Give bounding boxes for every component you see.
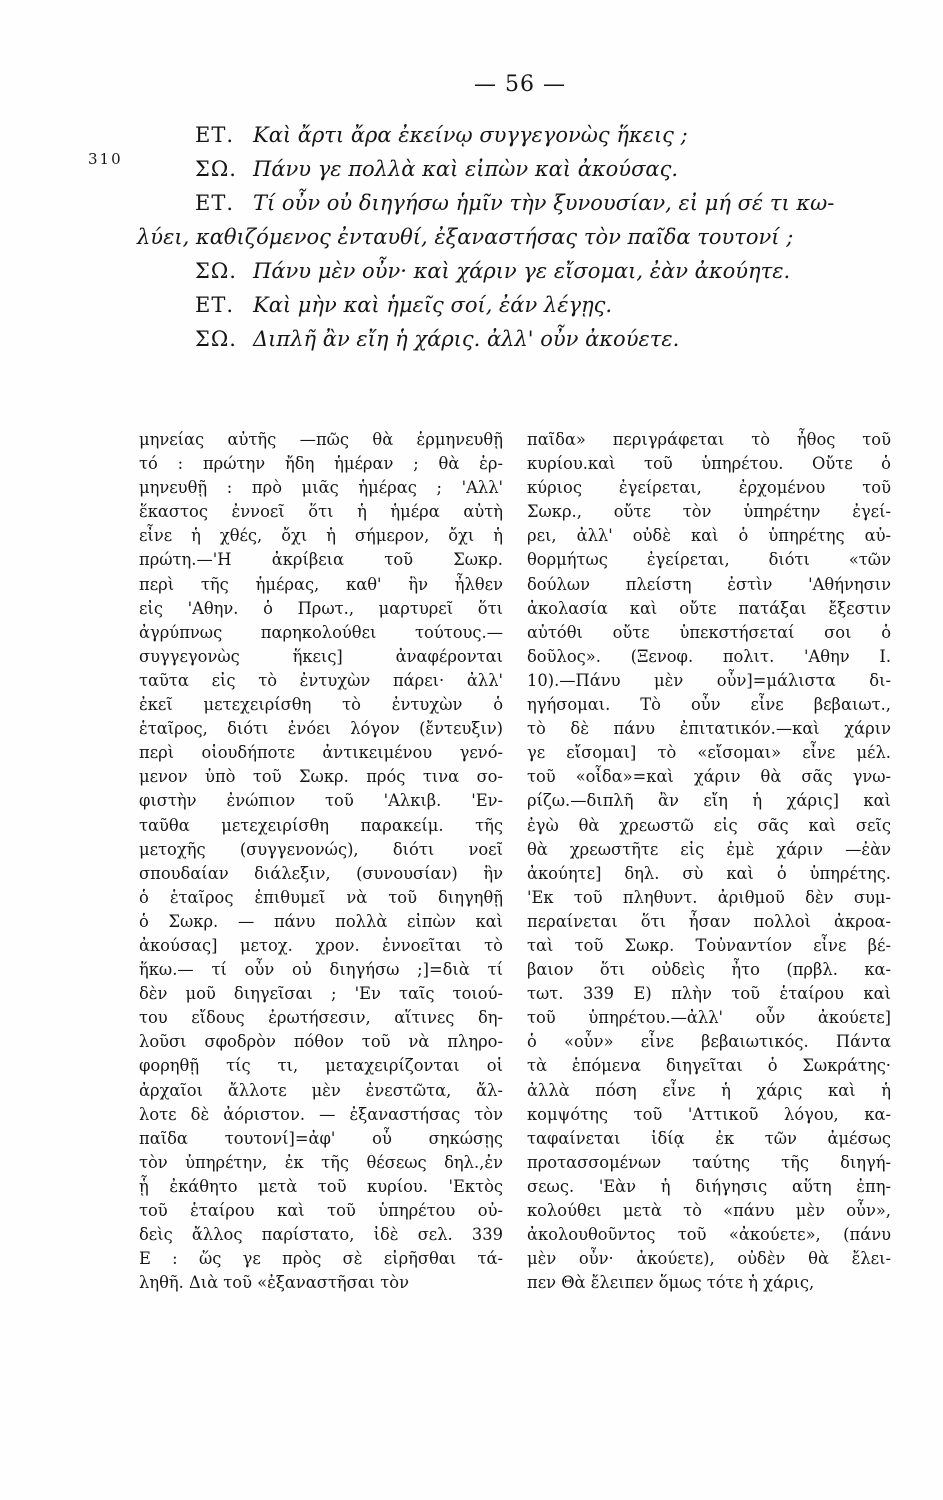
commentary-line: εἰς 'Αθην. ὁ Πρωτ., μαρτυρεῖ ὅτι [139,598,503,618]
commentary-line: προτασσομένων ταύτης τῆς διηγή- [527,1152,891,1172]
commentary-line: τό : πρώτην ἤδη ἡμέραν ; θὰ ἑρ- [139,454,503,474]
commentary-line: ὁ «οὖν» εἶνε βεβαιωτικός. Πάντα [527,1032,891,1052]
dialogue-text: Τί οὖν οὐ διηγήσω ἡμῖν τὴν ξυνουσίαν, εἰ μή σέ τι κω- [253,191,835,215]
speaker-label: ΣΩ. [195,327,237,351]
commentary-line: εἶνε ἡ χθές, ὄχι ἡ σήμερον, ὄχι ἡ [139,526,503,546]
commentary-line: ἐκεῖ μετεχειρίσθη τὸ ἐντυχὼν ὁ [139,695,503,715]
dialogue-line [195,322,885,356]
dialogue-line [195,152,885,186]
commentary-line: τωτ. 339 Ε) πλὴν τοῦ ἑταίρου καὶ [527,984,891,1004]
commentary-line: παῖδα τουτονί]=ἀφ' οὗ σηκώσῃς [139,1128,503,1148]
commentary-line: συγγεγονὼς ἥκεις] ἀναφέρονται [139,646,503,666]
commentary-line: ἑταῖρος, διότι ἐνόει λόγον (ἔντευξιν) [139,719,503,739]
speaker-label: ΣΩ. [195,259,237,283]
commentary-line: πεν Θὰ ἔλειπεν ὅμως τότε ἡ χάρις, [527,1273,815,1293]
commentary-line: πρώτη.—'Η ἀκρίβεια τοῦ Σωκρ. [139,550,503,570]
commentary-line: μὲν οὖν· ἀκούετε), οὐδὲν θὰ ἔλει- [527,1249,891,1269]
commentary-line: Σωκρ., οὔτε τὸν ὑπηρέτην ἐγεί- [527,502,891,522]
commentary-line: παῖδα» περιγράφεται τὸ ἦθος τοῦ [527,430,891,449]
commentary-line: ἀρχαῖοι ἄλλοτε μὲν ἐνεστῶτα, ἄλ- [139,1080,503,1100]
commentary-line: βαιον ὅτι οὐδεὶς ἦτο (πρβλ. κα- [527,960,891,980]
commentary-line: δοῦλος». (Ξενοφ. πολιτ. 'Αθην Ι. [527,646,891,666]
dialogue-text: Πάνυ μὲν οὖν· καὶ χάριν γε εἴσομαι, ἐὰν ἀκούητε. [253,259,791,283]
commentary-line: τὸ δὲ πάνυ ἐπιτατικόν.—καὶ χάριν [527,719,891,739]
commentary-line: ἀκούσας] μετοχ. χρον. ἐννοεῖται τὸ [139,935,503,955]
commentary-line: ταφαίνεται ἰδίᾳ ἐκ τῶν ἀμέσως [527,1128,891,1148]
commentary-line: ἀκούητε] δηλ. σὺ καὶ ὁ ὑπηρέτης. [527,863,891,883]
commentary-line: ταῦθα μετεχειρίσθη παρακείμ. τῆς [139,815,503,835]
commentary-line: κομψότης τοῦ 'Αττικοῦ λόγου, κα- [527,1104,891,1124]
commentary-line: κολούθει μετὰ τὸ «πάνυ μὲν οὖν», [527,1201,891,1220]
commentary-right-column [527,428,891,1295]
commentary-line: ηγήσομαι. Τὸ οὖν εἶνε βεβαιωτ., [527,695,891,715]
commentary-line: ταὶ τοῦ Σωκρ. Τοὐναντίον εἶνε βέ- [527,935,891,955]
commentary-line: λοτε δὲ ἀόριστον. — ἐξαναστήσας τὸν [139,1104,503,1124]
speaker-label: ΕΤ. [195,123,235,147]
commentary-line: τὰ ἑπόμενα διηγεῖται ὁ Σωκράτης· [527,1056,891,1076]
commentary-line: αὐτόθι οὔτε ὑπεκστήσεταί σοι ὁ [527,622,891,642]
dialogue-line [195,118,885,152]
commentary-line: τοῦ ἑταίρου καὶ τοῦ ὑπηρέτου οὐ- [139,1201,503,1220]
commentary-line: κύριος ἐγείρεται, ἐρχομένου τοῦ [527,478,891,498]
commentary-line: σεως. 'Εὰν ἡ διήγησις αὕτη ἐπη- [527,1176,891,1196]
commentary-line: ἀγρύπνως παρηκολούθει τούτους.— [139,622,503,642]
commentary-line: τοῦ ὑπηρέτου.—ἀλλ' οὖν ἀκούετε] [527,1008,891,1028]
commentary-line: μηνείας αὐτῆς —πῶς θὰ ἑρμηνευθῇ [139,430,503,449]
dialogue-text: λύει, καθιζόμενος ἐνταυθί, ἐξαναστήσας τὸν παῖδα τουτονί ; [137,225,794,249]
dialogue-block [137,118,885,356]
commentary-line: λοῦσι σφοδρὸν πόθον τοῦ νὰ πληρο- [139,1032,503,1052]
commentary-line: Ε : ὥς γε πρὸς σὲ εἰρῆσθαι τά- [139,1249,503,1269]
page-number: — 56 — [474,72,566,97]
commentary-line: 10).—Πάνυ μὲν οὖν]=μάλιστα δι- [527,670,891,690]
commentary-line: μενον ὑπὸ τοῦ Σωκρ. πρός τινα σο- [139,767,503,787]
dialogue-text: Καὶ ἄρτι ἄρα ἐκείνῳ συγγεγονὼς ἥκεις ; [253,123,688,147]
commentary-line: δὲν μοῦ διηγεῖσαι ; 'Εν ταῖς τοιού- [139,984,503,1004]
commentary-line: μετοχῆς (συγγενονώς), διότι νοεῖ [139,839,503,859]
commentary-line: 'Εκ τοῦ πληθυντ. ἀριθμοῦ δὲν συμ- [527,887,891,907]
commentary-line: περὶ οἱουδήποτε ἀντικειμένου γενό- [139,743,503,763]
dialogue-line [195,288,885,322]
commentary-line: δεὶς ἄλλος παρίστατο, ἰδὲ σελ. 339 [139,1225,503,1245]
commentary-line: δούλων πλείστη ἐστὶν 'Αθήνησιν [527,574,891,594]
commentary-line: ἕκαστος ἐννοεῖ ὅτι ἡ ἡμέρα αὐτὴ [139,502,503,522]
dialogue-text: Καὶ μὴν καὶ ἡμεῖς σοί, ἐάν λέγῃς. [253,293,613,317]
commentary-line: τὸν ὑπηρέτην, ἐκ τῆς θέσεως δηλ.,ἐν [139,1152,503,1172]
dialogue-line [195,186,885,220]
commentary-line: ληθῆ. Διὰ τοῦ «ἐξαναστῆσαι τὸν [139,1273,409,1293]
commentary-line: μηνευθῇ : πρὸ μιᾶς ἡμέρας ; 'Αλλ' [139,478,503,498]
commentary-line: ρει, ἀλλ' οὐδὲ καὶ ὁ ὑπηρέτης αὐ- [527,526,891,546]
commentary-line: σπουδαίαν διάλεξιν, (συνουσίαν) ἣν [139,863,503,883]
commentary-line: του εἴδους ἐρωτήσεσιν, αἵτινες δη- [139,1008,503,1028]
commentary-line: ρίζω.—διπλῆ ἂν εἴη ἡ χάρις] καὶ [527,791,891,811]
commentary-line: φιστὴν ἐνώπιον τοῦ 'Αλκιβ. 'Εν- [139,791,503,811]
dialogue-text: Πάνυ γε πολλὰ καὶ εἰπὼν καὶ ἀκούσας. [253,157,679,181]
commentary-line: κυρίου.καὶ τοῦ ὑπηρέτου. Οὔτε ὁ [527,454,891,474]
speaker-label: ΕΤ. [195,293,235,317]
commentary-line: ἀκολουθοῦντος τοῦ «ἀκούετε», (πάνυ [527,1225,891,1245]
commentary-line: ὁ Σωκρ. — πάνυ πολλὰ εἰπὼν καὶ [139,911,503,931]
dialogue-line [137,220,885,254]
speaker-label: ΕΤ. [195,191,235,215]
commentary-line: ἀκολασία καὶ οὔτε πατάξαι ἔξεστιν [527,598,891,618]
commentary-line: θορμήτως ἐγείρεται, διότι «τῶν [527,550,891,570]
commentary-line: ἐγὼ θὰ χρεωστῶ εἰς σᾶς καὶ σεῖς [527,815,891,835]
dialogue-line [195,254,885,288]
commentary-line: τοῦ «οἶδα»=καὶ χάριν θὰ σᾶς γνω- [527,767,891,787]
commentary-line: περαίνεται ὅτι ἦσαν πολλοὶ ἀκροα- [527,911,891,931]
commentary-left-column [139,428,503,1295]
commentary-line: ἥκω.— τί οὖν οὐ διηγήσω ;]=διὰ τί [139,960,503,980]
commentary-line: περὶ τῆς ἡμέρας, καθ' ἣν ἦλθεν [139,574,503,594]
commentary-line: γε εἴσομαι] τὸ «εἴσομαι» εἶνε μέλ. [527,743,891,763]
commentary-line: ταῦτα εἰς τὸ ἐντυχὼν πάρει· ἀλλ' [139,670,503,690]
commentary-line: ὁ ἑταῖρος ἐπιθυμεῖ νὰ τοῦ διηγηθῇ [139,887,503,907]
commentary-line: ᾗ ἐκάθητο μετὰ τοῦ κυρίου. 'Εκτὸς [139,1176,503,1196]
margin-line-number: 310 [88,150,123,168]
speaker-label: ΣΩ. [195,157,237,181]
commentary-line: ἀλλὰ πόση εἶνε ἡ χάρις καὶ ἡ [527,1080,891,1100]
commentary-line: θὰ χρεωστῆτε εἰς ἐμὲ χάριν —ἐὰν [527,839,891,859]
commentary-line: φορηθῇ τίς τι, μεταχειρίζονται οἱ [139,1056,503,1076]
dialogue-text: Διπλῆ ἂν εἴη ἡ χάρις. ἀλλ' οὖν ἀκούετε. [253,327,680,351]
